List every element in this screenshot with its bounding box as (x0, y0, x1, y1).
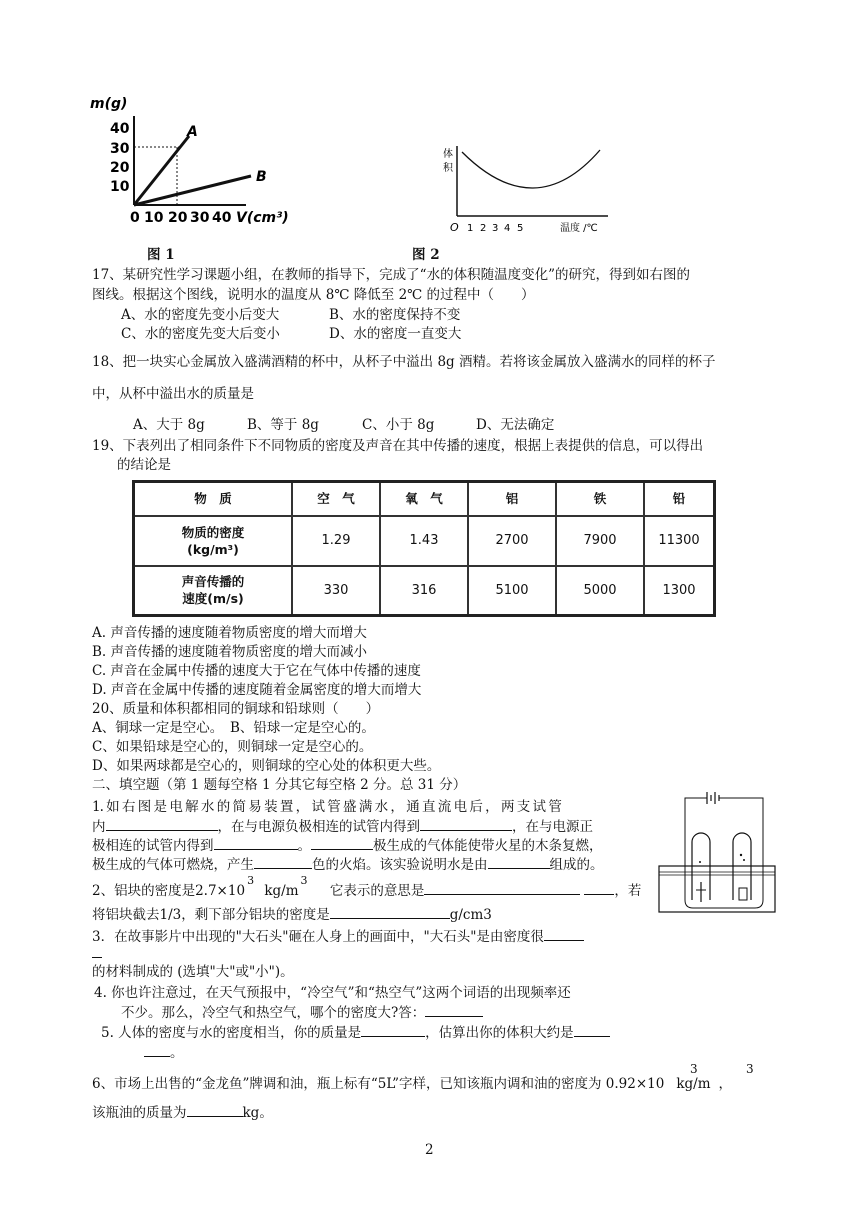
fig1-ytick: 10 (110, 179, 130, 195)
f1-l4-b: 色的火焰。该实验说明水是由 (312, 857, 488, 873)
q19-option-a: A. 声音传播的速度随着物质密度的增大而增大 (92, 625, 367, 641)
f5-line-2 (144, 1042, 184, 1063)
q17-stem-2: 图线。根据这个图线，说明水的温度从 8℃ 降低至 2℃ 的过程中（ ） (92, 287, 535, 303)
wire-right (719, 798, 763, 824)
f4-l2: 不少。那么，冷空气和热空气，哪个的密度大?答： (121, 1005, 426, 1021)
table-header-cell: 物 质 (134, 482, 293, 516)
f3-l1: 3．在故事影片中出现的"大石头"砸在人身上的画面中，"大石头"是由密度很 (92, 929, 544, 945)
battery-icon (707, 792, 719, 804)
f1-line-2 (92, 816, 593, 837)
table-cell: 1300 (644, 566, 715, 616)
blank[interactable] (144, 1042, 170, 1057)
f2-a: 2、铝块的密度是2.7×10 (92, 883, 246, 899)
q19-option-b: B. 声音传播的速度随着物质密度的增大而减小 (92, 644, 368, 660)
f1-l2-a: 内 (92, 819, 106, 835)
table-cell: 2700 (468, 516, 556, 566)
table-header-cell: 空 气 (292, 482, 380, 516)
f6-exp-1: 3 (690, 1062, 698, 1076)
blank[interactable] (574, 1022, 610, 1037)
f2-line-2 (92, 904, 492, 925)
blank[interactable] (544, 926, 584, 941)
f6-l2-a: 该瓶油的质量为 (92, 1105, 187, 1121)
f5-l1-a: 5. 人体的密度与水的密度相当，你的质量是 (101, 1025, 362, 1041)
f2-l2-b: g/cm3 (449, 907, 492, 923)
q18-stem-1: 18、把一块实心金属放入盛满酒精的杯中，从杯子中溢出 8g 酒精。若将该金属放入盛满水的同样的杯子 (92, 354, 716, 370)
table-header-cell: 铁 (556, 482, 644, 516)
fig1-xlabel: V(cm³) (236, 210, 289, 226)
fig1-ytick: 40 (110, 121, 130, 137)
f3-line-1 (92, 926, 584, 947)
bubble (743, 859, 745, 861)
f2-c: ，若 (614, 883, 642, 899)
fig1-line-b (134, 176, 251, 205)
fig2-curve (462, 150, 600, 188)
f1-l2-b: ，在与电源负极相连的试管内得到 (217, 819, 420, 835)
f5-line-1 (101, 1022, 610, 1043)
fig2-xtick: 5 (517, 223, 524, 234)
fig2-caption: 图 2 (412, 247, 440, 263)
f6-tail: ， (718, 1076, 733, 1092)
fig2-ylabel-2: 积 (443, 163, 453, 174)
q20-option-c: C、如果铅球是空心的，则铜球一定是空心的。 (92, 739, 373, 755)
f1-l4-c: 组成的。 (549, 857, 604, 873)
table-row (134, 516, 715, 566)
fig1-ytick: 30 (110, 141, 130, 157)
blank[interactable] (584, 880, 614, 895)
fig1-xtick: 10 (144, 210, 164, 226)
blank[interactable] (214, 835, 298, 850)
fig2-xlabel: 温度 /℃ (560, 223, 598, 234)
blank[interactable] (488, 854, 550, 869)
q18-option-a: A、大于 8g (133, 417, 205, 433)
f6-line-2 (92, 1102, 273, 1123)
blank[interactable] (254, 854, 312, 869)
fig1-xtick: 20 (168, 210, 188, 226)
blank[interactable] (106, 816, 218, 831)
fig1-line-a-label: A (187, 124, 198, 140)
f4-line-1: 4. 你也许注意过，在天气预报中，“冷空气”和“热空气”这两个词语的出现频率还 (94, 985, 571, 1001)
figure-2-volume-temperature-graph (440, 140, 620, 238)
speed-label-1: 声音传播的 (181, 574, 245, 590)
f3-line-2: 的材料制成的 (选填"大"或"小")。 (92, 964, 294, 980)
f1-l2-c: ，在与电源正 (512, 819, 593, 835)
water-trough (659, 866, 775, 912)
table-cell: 7900 (556, 516, 644, 566)
table-cell: 5100 (468, 566, 556, 616)
fig1-xtick: 0 (130, 210, 140, 226)
table-cell: 1.43 (380, 516, 468, 566)
f1-line-1: 1. 如 右 图 是 电 解 水 的 简 易 装 置 ， 试 管 盛 满 水 ， 通 直 流 电 后 ， 两 支 试 管 (92, 799, 561, 815)
fig2-xtick: 4 (504, 223, 511, 234)
speed-label-2: 速度(m/s) (182, 591, 244, 607)
f2-unit: kg/m (264, 883, 299, 899)
f2-line-1 (92, 874, 642, 902)
q17-stem-1: 17、某研究性学习课题小组，在教师的指导下，完成了“水的体积随温度变化”的研究，得到如右图的 (92, 267, 690, 283)
blank[interactable] (424, 880, 580, 895)
bubble (699, 861, 701, 863)
table-cell: 11300 (644, 516, 715, 566)
blank[interactable] (425, 1002, 483, 1017)
electrode-right (739, 888, 747, 900)
f6-l2-b: kg。 (242, 1105, 273, 1121)
f6-exp-2: 3 (746, 1062, 754, 1076)
fig2-xtick: 2 (480, 223, 487, 234)
q20-option-d: D、如果两球都是空心的，则铜球的空心处的体积更大些。 (92, 758, 441, 774)
q18-option-b: B、等于 8g (247, 417, 319, 433)
fig1-line-b-label: B (256, 169, 267, 185)
table-row-label (134, 566, 293, 616)
fig1-ytick: 20 (110, 160, 130, 176)
fig1-ylabel: m(g) (90, 96, 128, 112)
q19-option-d: D. 声音在金属中传播的速度随着金属密度的增大而增大 (92, 682, 422, 698)
density-sound-speed-table (132, 480, 716, 617)
q19-stem-1: 19、下表列出了相同条件下不同物质的密度及声音在其中传播的速度，根据上表提供的信息，可以得出 (92, 438, 704, 454)
blank[interactable] (187, 1102, 243, 1117)
bubble (740, 854, 742, 856)
fig2-xtick: 3 (492, 223, 499, 234)
q17-option-c: C、水的密度先变大后变小 (121, 326, 280, 342)
f1-l3-a: 极相连的试管内得到 (92, 838, 214, 854)
q20-option-ab: A、铜球一定是空心。 B、铅球一定是空心的。 (92, 720, 375, 736)
section-2-heading: 二、填空题（第 1 题每空格 1 分其它每空格 2 分。总 31 分） (92, 777, 467, 793)
f2-exp-2: 3 (300, 874, 308, 887)
f6-line-1 (92, 1074, 732, 1094)
f2-exp-1: 3 (247, 874, 255, 887)
table-cell: 316 (380, 566, 468, 616)
f1-line-3 (92, 835, 603, 856)
fig1-xtick: 40 (212, 210, 232, 226)
density-label-1: 物质的密度 (181, 524, 245, 540)
f5-l2: 。 (170, 1045, 184, 1061)
q17-option-b: B、水的密度保持不变 (329, 307, 461, 323)
f6-unit: kg/m (676, 1076, 711, 1092)
table-row-label (134, 516, 293, 566)
q18-option-c: C、小于 8g (362, 417, 435, 433)
f1-l4-a: 极生成的气体可燃烧，产生 (92, 857, 254, 873)
q17-option-d: D、水的密度一直变大 (329, 326, 462, 342)
q18-stem-2: 中，从杯中溢出水的质量是 (92, 386, 254, 402)
table-cell: 1.29 (292, 516, 380, 566)
f1-l3-c: 极生成的气体能使带火星的木条复燃， (373, 838, 603, 854)
f3-blank-continuation[interactable] (92, 957, 102, 958)
q17-option-a: A、水的密度先变小后变大 (121, 307, 280, 323)
table-header-cell: 铅 (644, 482, 715, 516)
fig1-caption: 图 1 (147, 247, 175, 263)
density-label-2: (kg/m³) (187, 541, 239, 557)
blank[interactable] (361, 1022, 425, 1037)
q19-stem-2: 的结论是 (117, 457, 171, 473)
f4-line-2 (121, 1002, 483, 1023)
wire-left (685, 798, 707, 824)
page-number: 2 (425, 1142, 434, 1158)
fig2-ylabel-1: 体 (443, 149, 453, 160)
fig1-xtick: 30 (190, 210, 210, 226)
table-cell: 5000 (556, 566, 644, 616)
table-cell: 330 (292, 566, 380, 616)
table-row (134, 566, 715, 616)
table-header-cell: 铝 (468, 482, 556, 516)
fig2-xtick: 1 (467, 223, 474, 234)
table-row (134, 482, 715, 516)
electrolysis-apparatus-diagram (655, 790, 779, 916)
blank[interactable] (330, 904, 450, 919)
f5-l1-b: ，估算出你的体积大约是 (425, 1025, 574, 1041)
table-header-cell: 氧 气 (380, 482, 468, 516)
f1-l3-b: 。 (297, 838, 311, 854)
f2-b: 它表示的意思是 (329, 883, 425, 899)
figure-1-mass-volume-graph (86, 92, 326, 238)
q18-option-d: D、无法确定 (476, 417, 555, 433)
blank[interactable] (420, 816, 512, 831)
q20-stem: 20、质量和体积都相同的铜球和铅球则（ ） (92, 701, 380, 717)
blank[interactable] (311, 835, 373, 850)
f6-l1: 6、市场上出售的“金龙鱼”牌调和油，瓶上标有“5L”字样，已知该瓶内调和油的密度为 0.92×10 (92, 1076, 665, 1092)
q19-option-c: C. 声音在金属中传播的速度大于它在气体中传播的速度 (92, 663, 421, 679)
fig2-origin: O (450, 221, 459, 234)
f1-line-4 (92, 854, 604, 875)
f2-l2-a: 将铝块截去1/3，剩下部分铝块的密度是 (92, 907, 330, 923)
